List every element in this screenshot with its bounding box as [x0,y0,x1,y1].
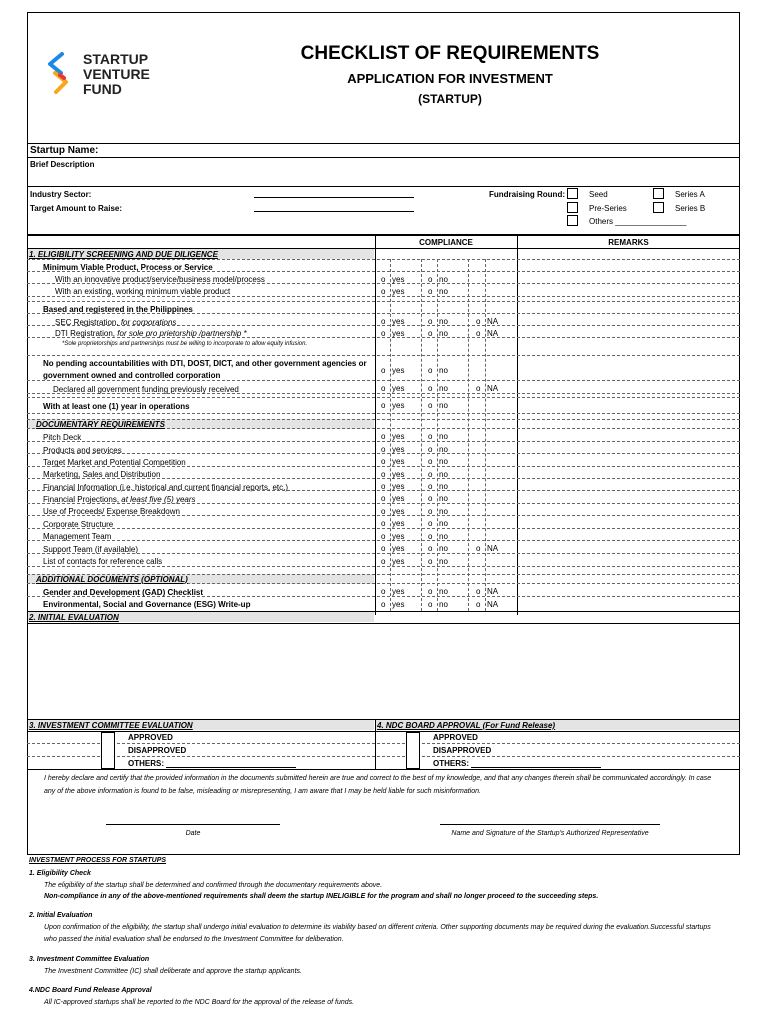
remarks-header: REMARKS [608,238,649,247]
yes-radio[interactable]: o [381,329,386,338]
industry-sector-label: Industry Sector: [30,190,92,199]
process-step-4: 4.NDC Board Fund Release Approval [29,987,152,994]
no-label: no [439,470,448,479]
section-4-title: 4. NDC BOARD APPROVAL (For Fund Release) [377,721,556,730]
yes-radio[interactable]: o [381,432,386,441]
na-radio[interactable]: o [476,329,481,338]
seed-checkbox[interactable] [567,188,578,199]
no-radio[interactable]: o [428,507,433,516]
yes-radio[interactable]: o [381,275,386,284]
no-label: no [439,482,448,491]
signature-field[interactable] [440,824,660,825]
yes-radio[interactable]: o [381,287,386,296]
text-fragment: DTI Registration, [55,329,116,338]
ic-disapproved-label: DISAPPROVED [128,746,187,755]
yes-radio[interactable]: o [381,445,386,454]
mvp-existing-label: With an existing, working minimum viable product [55,287,231,296]
no-radio[interactable]: o [428,457,433,466]
no-radio[interactable]: o [428,494,433,503]
no-label: no [439,384,448,393]
no-radio[interactable]: o [428,275,433,284]
doc-item: Target Market and Potential Competition [43,458,186,467]
section-2-title: 2. INITIAL EVALUATION [29,613,119,622]
na-label: NA [487,544,499,553]
na-label: NA [487,329,499,338]
no-label: no [439,600,448,609]
no-label: no [439,544,448,553]
row-divider [27,301,740,302]
ndc-decision-box[interactable] [406,732,420,769]
series-b-label: Series B [675,204,706,213]
process-step-3: 3. Investment Committee Evaluation [29,956,150,963]
yes-radio[interactable]: o [381,544,386,553]
no-label: no [439,366,448,375]
ic-others-label: OTHERS: [128,759,164,768]
row-divider [27,528,740,529]
section-3-title: 3. INVESTMENT COMMITTEE EVALUATION [29,721,193,730]
startup-venture-fund-logo-icon [46,52,72,94]
row-divider [27,355,740,356]
yes-radio[interactable]: o [381,519,386,528]
doc-item: Use of Proceeds/ Expense Breakdown [43,507,180,516]
yes-label: yes [392,275,405,284]
no-radio[interactable]: o [428,317,433,326]
no-label: no [439,494,448,503]
pre-series-label: Pre-Series [589,204,627,213]
target-amount-label: Target Amount to Raise: [30,204,123,213]
page-type: (STARTUP) [418,92,482,106]
date-label: Date [185,830,201,837]
ic-others-field[interactable] [166,767,296,768]
row-divider [27,441,740,442]
no-label: no [439,519,448,528]
no-radio[interactable]: o [428,401,433,410]
yes-label: yes [392,507,405,516]
yes-label: yes [392,544,405,553]
na-label: NA [487,384,499,393]
addl-item: Environmental, Social and Governance (ESG) Write-up [43,600,251,609]
row-divider [27,413,740,414]
yes-radio[interactable]: o [381,494,386,503]
yes-radio[interactable]: o [381,457,386,466]
doc-item: Pitch Deck [43,433,82,442]
declaration-line-1: I hereby declare and certify that the provided information in the documents submitted herein are true and correct to the best of my knowledge, and that any changes therein shall be communicated accordingly. In case [44,775,712,782]
pre-series-checkbox[interactable] [567,202,578,213]
doc-item: Financial Information (i.e. historical and current financial reports, etc.) [43,483,288,492]
brief-description-label: Brief Description [30,160,95,169]
text-fragment: Financial Projections, [43,495,120,504]
yes-label: yes [392,317,405,326]
yes-label: yes [392,587,405,596]
based-label: Based and registered in the Philippines [43,305,193,314]
yes-label: yes [392,532,405,541]
doc-item: Corporate Structure [43,520,114,529]
no-radio[interactable]: o [428,445,433,454]
process-step-2: 2. Initial Evaluation [29,912,93,919]
process-step-2-text-a: Upon confirmation of the eligibility, the startup shall undergo initial evaluation to determine its viability based on different criteria. Other supporting documents may be required during the evaluation.Successful startups [44,924,711,931]
yes-label: yes [392,557,405,566]
no-radio[interactable]: o [428,532,433,541]
ic-approved-label: APPROVED [128,733,173,742]
no-label: no [439,457,448,466]
no-radio[interactable]: o [428,329,433,338]
fundraising-round-label: Fundraising Round: [489,190,565,199]
yes-radio[interactable]: o [381,470,386,479]
yes-radio[interactable]: o [381,317,386,326]
yes-radio[interactable]: o [381,587,386,596]
mvp-innovative-label: With an innovative product/service/business model/process [55,275,265,284]
yes-label: yes [392,287,405,296]
text-fragment: SEC Registration, [55,318,119,327]
no-radio[interactable]: o [428,287,433,296]
series-a-label: Series A [675,190,705,199]
ic-decision-box[interactable] [101,732,115,769]
yes-radio[interactable]: o [381,600,386,609]
no-radio[interactable]: o [428,432,433,441]
na-radio[interactable]: o [476,384,481,393]
row-divider [27,566,740,567]
no-radio[interactable]: o [428,366,433,375]
yes-radio[interactable]: o [381,384,386,393]
year-operations-label: With at least one (1) year in operations [43,402,190,411]
brand-name: STARTUP VENTURE FUND [83,51,150,97]
process-step-1-text: The eligibility of the startup shall be determined and confirmed through the documentary requirements above. [44,882,383,889]
yes-label: yes [392,432,405,441]
na-label: NA [487,587,499,596]
signature-label: Name and Signature of the Startup's Authorized Representative [451,830,649,837]
yes-label: yes [392,482,405,491]
no-label: no [439,507,448,516]
yes-label: yes [392,329,405,338]
series-a-checkbox[interactable] [653,188,664,199]
ndc-disapproved-label: DISAPPROVED [433,746,492,755]
yes-label: yes [392,470,405,479]
no-label: no [439,401,448,410]
no-label: no [439,329,448,338]
others-round-checkbox[interactable] [567,215,578,226]
no-label: no [439,532,448,541]
yes-label: yes [392,384,405,393]
no-label: no [439,587,448,596]
declaration-line-2: any of the above information is found to be false, misleading or misrepresenting, I am aware that I may be held liable for such misinformation. [44,788,481,795]
target-amount-field[interactable] [254,211,414,212]
ndc-others-label: OTHERS: [433,759,469,768]
no-label: no [439,317,448,326]
na-label: NA [487,600,499,609]
ndc-approved-label: APPROVED [433,733,478,742]
documentary-title: DOCUMENTARY REQUIREMENTS [36,420,165,429]
na-radio[interactable]: o [476,587,481,596]
doc-item: Management Team [43,532,112,541]
yes-radio[interactable]: o [381,532,386,541]
na-radio[interactable]: o [476,317,481,326]
mvp-label: Minimum Viable Product, Process or Service [43,263,213,272]
section-1-title: 1. ELIGIBILITY SCREENING AND DUE DILIGENCE [29,250,218,259]
no-radio[interactable]: o [428,519,433,528]
yes-label: yes [392,457,405,466]
no-radio[interactable]: o [428,600,433,609]
series-b-checkbox[interactable] [653,202,664,213]
others-round-label: Others ________________ [589,217,687,226]
startup-name-label: Startup Name: [30,145,99,156]
no-label: no [439,275,448,284]
no-radio[interactable]: o [428,587,433,596]
industry-sector-field[interactable] [254,197,414,198]
process-step-1-warning: Non-compliance in any of the above-mentioned requirements shall deem the startup INELIGIBLE for the program and shall no longer proceed to the succeeding steps. [44,893,599,900]
dti-registration-label [55,329,247,338]
no-radio[interactable]: o [428,544,433,553]
row-divider [27,259,740,260]
yes-radio[interactable]: o [381,366,386,375]
process-step-1: 1. Eligibility Check [29,870,91,877]
no-label: no [439,432,448,441]
text-fragment: for sole pro prietorship /partnership * [117,329,247,338]
doc-item: Support Team (if available) [43,545,139,554]
no-radio[interactable]: o [428,557,433,566]
no-radio[interactable]: o [428,470,433,479]
yes-label: yes [392,445,405,454]
additional-docs-title: ADDITIONAL DOCUMENTS (OPTIONAL) [36,575,188,584]
yes-radio[interactable]: o [381,482,386,491]
process-step-3-text: The Investment Committee (IC) shall deliberate and approve the startup applicants. [44,968,302,975]
declared-funding-label: Declared all government funding previously received [53,385,239,394]
doc-item: List of contacts for reference calls [43,557,163,566]
sole-prop-note: *Sole proprietorships and partnerships must be willing to incorporate to allow equity infusion. [62,341,308,347]
na-radio[interactable]: o [476,600,481,609]
process-step-2-text-b: who passed the initial evaluation shall be endorsed to the Investment Committee for deliberation. [44,936,344,943]
doc-item [43,495,196,504]
yes-label: yes [392,401,405,410]
seed-label: Seed [589,190,608,199]
yes-radio[interactable]: o [381,507,386,516]
no-label: no [439,557,448,566]
sec-registration-label [55,318,176,327]
page-subtitle: APPLICATION FOR INVESTMENT [347,71,553,86]
no-radio[interactable]: o [428,384,433,393]
yes-label: yes [392,519,405,528]
pending-label-1: No pending accountabilities with DTI, DOST, DICT, and other government agencies or [43,359,367,368]
yes-radio[interactable]: o [381,557,386,566]
pending-label-2: government owned and controlled corporation [43,371,221,380]
process-step-4-text: All IC-approved startups shall be reported to the NDC Board for the approval of the release of funds. [44,999,355,1006]
ndc-others-field[interactable] [471,767,601,768]
compliance-header: COMPLIANCE [419,238,473,247]
doc-item: Marketing, Sales and Distribution [43,470,161,479]
row-divider [27,296,740,297]
no-label: no [439,287,448,296]
date-field[interactable] [106,824,280,825]
row-divider [27,380,740,381]
yes-label: yes [392,494,405,503]
no-radio[interactable]: o [428,482,433,491]
addl-item: Gender and Development (GAD) Checklist [43,588,204,597]
doc-item: Products and services [43,446,122,455]
yes-radio[interactable]: o [381,401,386,410]
page-title: CHECKLIST OF REQUIREMENTS [300,43,600,64]
na-radio[interactable]: o [476,544,481,553]
na-label: NA [487,317,499,326]
process-title: INVESTMENT PROCESS FOR STARTUPS [29,857,167,864]
row-divider [27,397,740,398]
yes-label: yes [392,366,405,375]
no-label: no [439,445,448,454]
text-fragment: at least five (5) years [121,495,196,504]
text-fragment: for corporations [120,318,177,327]
yes-label: yes [392,600,405,609]
